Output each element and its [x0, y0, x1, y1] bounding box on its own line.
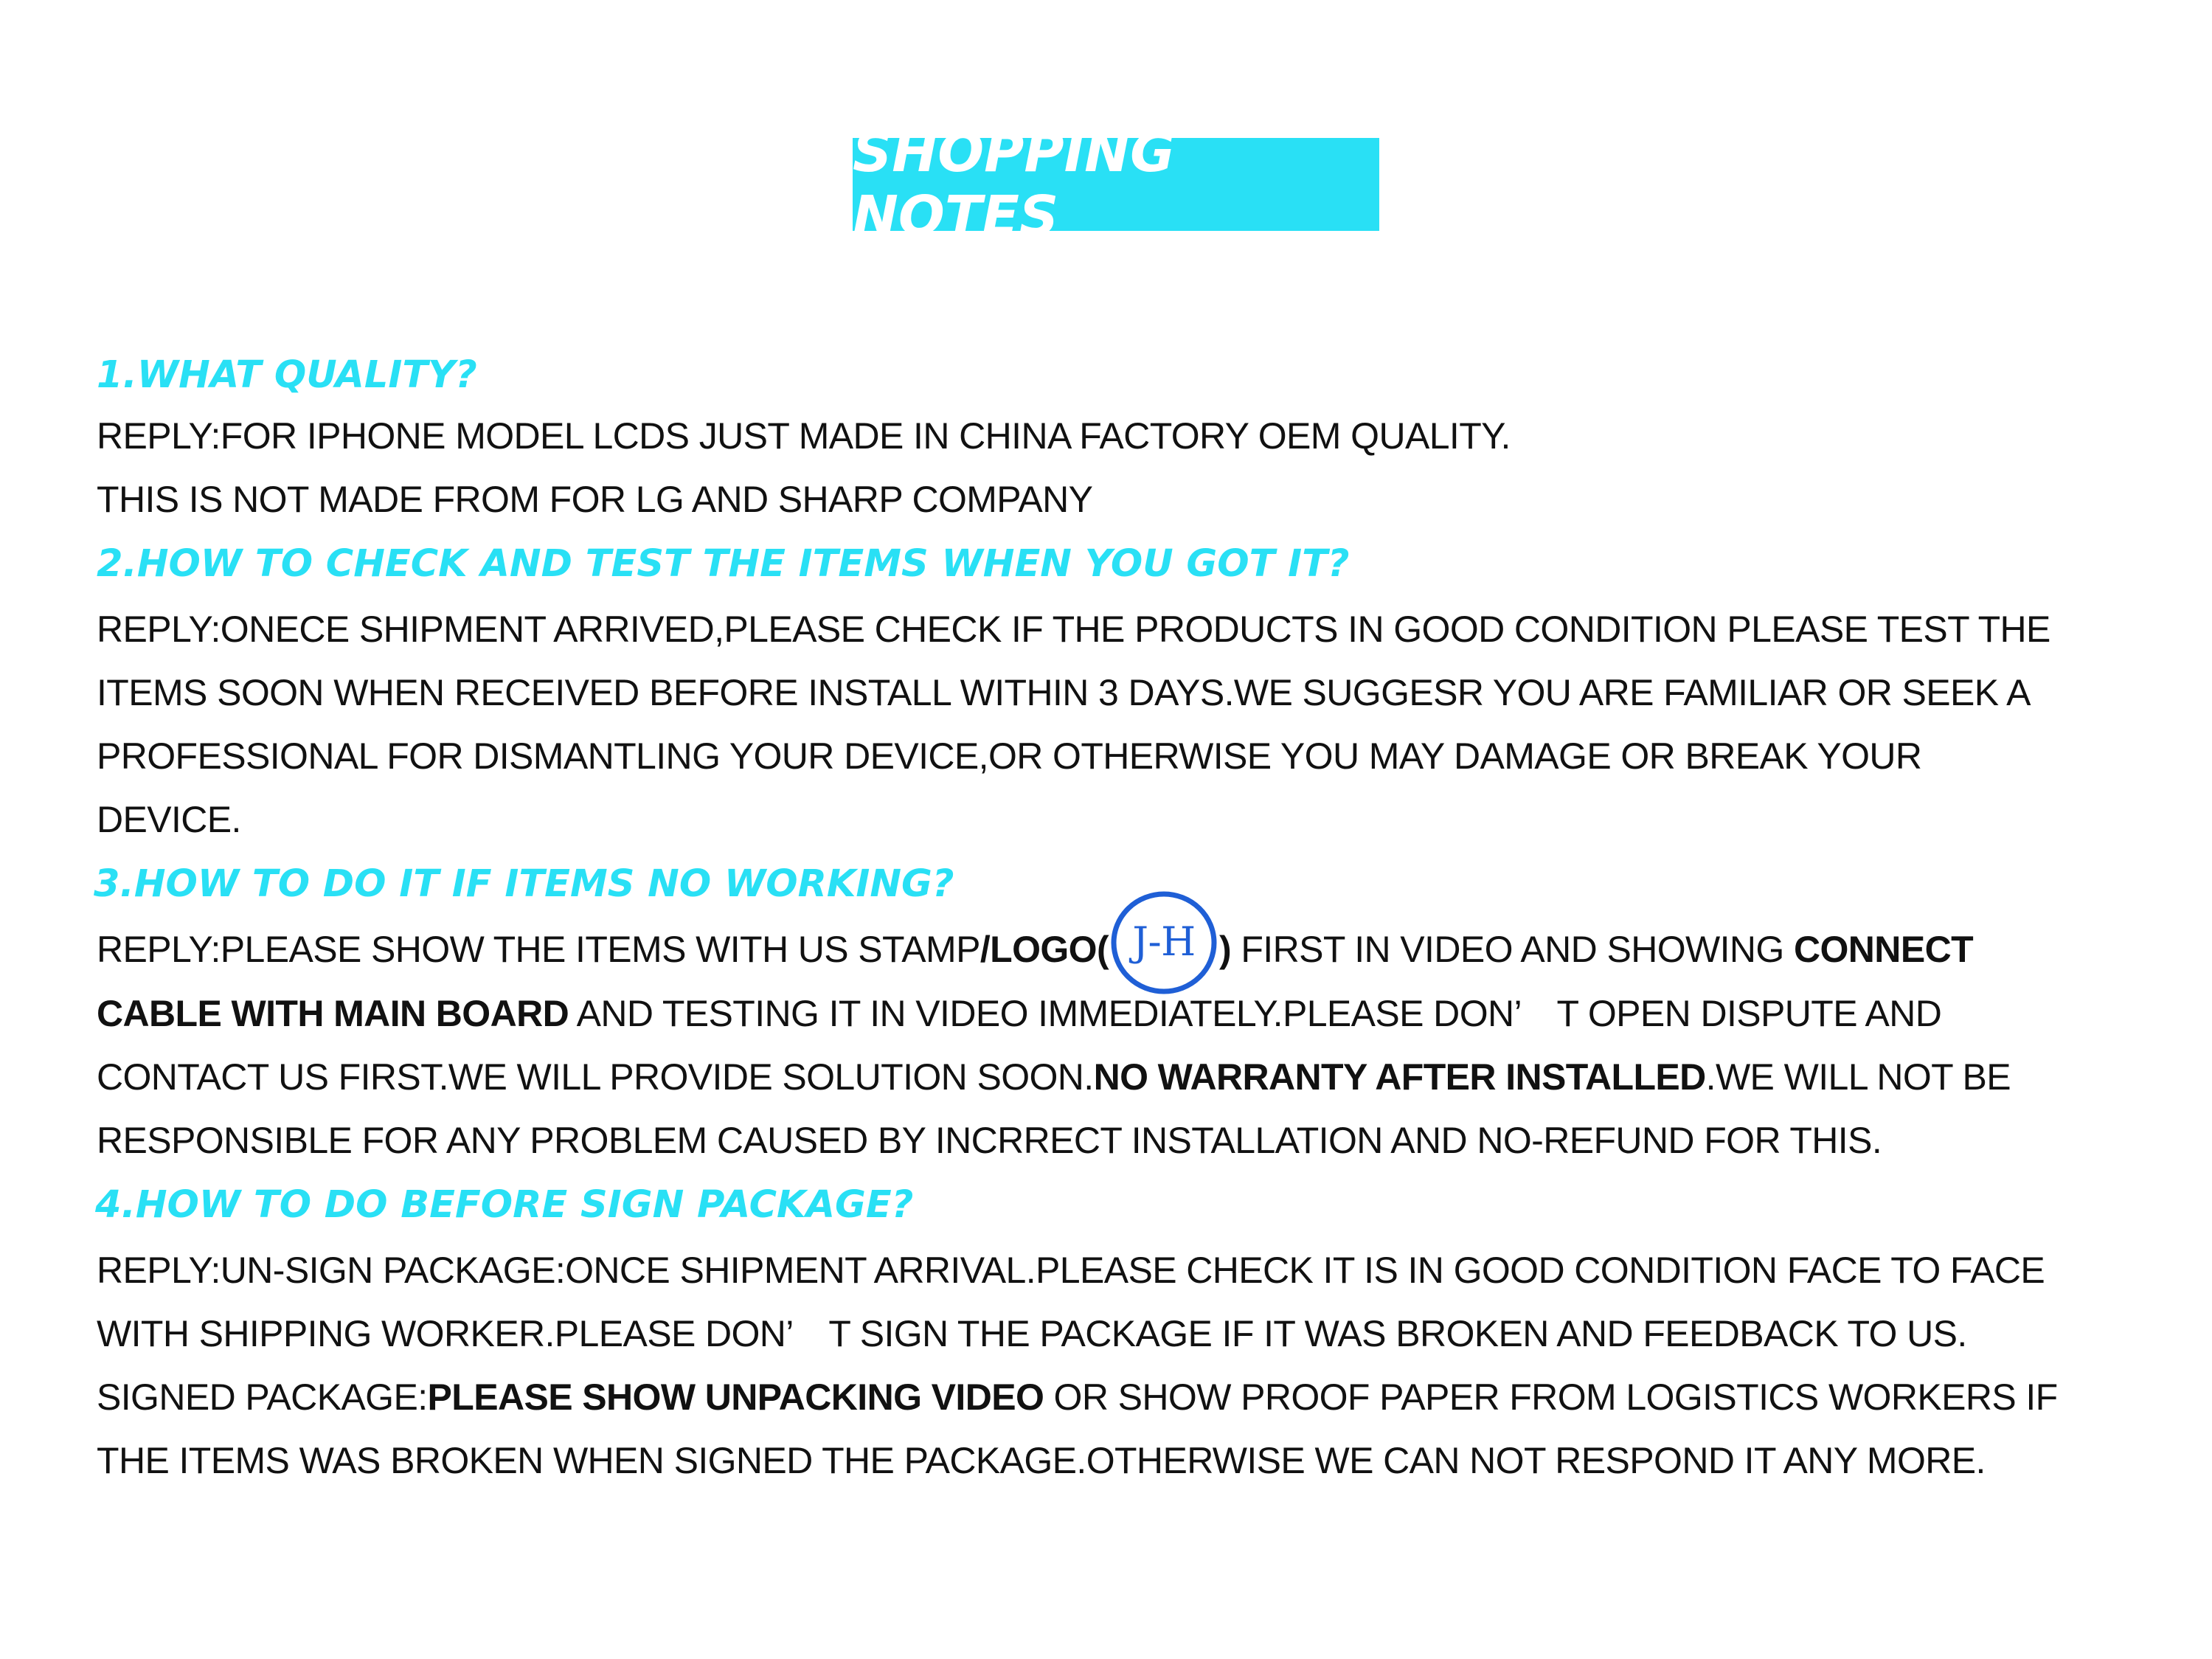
- question-heading: 4.HOW TO DO BEFORE SIGN PACKAGE?: [95, 1182, 914, 1227]
- reply-text: SIGNED PACKAGE:: [97, 1376, 428, 1418]
- reply-text: CONTACT US FIRST.WE WILL PROVIDE SOLUTION SOON.: [97, 1056, 1094, 1098]
- stamp-label: J-H: [1132, 918, 1196, 965]
- reply-line: [97, 1045, 2162, 1109]
- reply-line: REPLY:FOR IPHONE MODEL LCDS JUST MADE IN CHINA FACTORY OEM QUALITY.: [97, 415, 1511, 457]
- section-check-and-test: [97, 536, 2162, 851]
- reply-text: AND TESTING IT IN VIDEO IMMEDIATELY.PLEASE DON’ T OPEN DISPUTE AND: [569, 992, 1942, 1034]
- reply-line: REPLY:UN-SIGN PACKAGE:ONCE SHIPMENT ARRIVAL.PLEASE CHECK IT IS IN GOOD CONDITION FACE TO FACE: [97, 1249, 2045, 1291]
- reply-line: THIS IS NOT MADE FROM FOR LG AND SHARP COMPANY: [97, 479, 1093, 520]
- page-title: SHOPPING NOTES: [853, 121, 1175, 248]
- reply-line: THE ITEMS WAS BROKEN WHEN SIGNED THE PACKAGE.OTHERWISE WE CAN NOT RESPOND IT ANY MORE.: [97, 1439, 1986, 1481]
- reply-text: .WE WILL NOT BE: [1705, 1056, 2011, 1098]
- reply-line: [97, 1365, 2162, 1429]
- title-banner: [853, 121, 1379, 248]
- reply-line: RESPONSIBLE FOR ANY PROBLEM CAUSED BY INCRRECT INSTALLATION AND NO-REFUND FOR THIS.: [97, 1119, 1882, 1161]
- section-not-working: [94, 856, 2162, 1172]
- jh-logo-stamp: [1109, 887, 1219, 998]
- reply-bold-text: ): [1219, 929, 1232, 970]
- reply-line: DEVICE.: [97, 799, 241, 840]
- reply-text: REPLY:PLEASE SHOW THE ITEMS WITH US STAMP: [97, 929, 980, 970]
- question-heading: 1.WHAT QUALITY?: [97, 353, 477, 397]
- notes-content: [94, 347, 2162, 1492]
- section-quality: [97, 347, 2162, 531]
- reply-line: ITEMS SOON WHEN RECEIVED BEFORE INSTALL WITHIN 3 DAYS.WE SUGGESR YOU ARE FAMILIAR OR SEEK A: [97, 672, 2031, 713]
- reply-bold-text: /LOGO(: [980, 929, 1109, 970]
- reply-bold-text: NO WARRANTY AFTER INSTALLED: [1093, 1056, 1706, 1098]
- reply-text: OR SHOW PROOF PAPER FROM LOGISTICS WORKERS IF: [1044, 1376, 2058, 1418]
- question-heading: 3.HOW TO DO IT IF ITEMS NO WORKING?: [94, 862, 954, 906]
- reply-bold-text: PLEASE SHOW UNPACKING VIDEO: [427, 1376, 1044, 1418]
- section-sign-package: [97, 1177, 2162, 1492]
- reply-bold-text: CONNECT: [1794, 929, 1974, 970]
- reply-text: FIRST IN VIDEO AND SHOWING: [1231, 929, 1794, 970]
- reply-line: WITH SHIPPING WORKER.PLEASE DON’ T SIGN THE PACKAGE IF IT WAS BROKEN AND FEEDBACK TO US.: [97, 1312, 1967, 1354]
- reply-bold-text: CABLE WITH MAIN BOARD: [97, 992, 569, 1034]
- question-heading: 2.HOW TO CHECK AND TEST THE ITEMS WHEN YOU GOT IT?: [97, 542, 1350, 586]
- reply-line: REPLY:ONECE SHIPMENT ARRIVED,PLEASE CHECK IF THE PRODUCTS IN GOOD CONDITION PLEASE TEST THE: [97, 609, 2050, 650]
- reply-line: PROFESSIONAL FOR DISMANTLING YOUR DEVICE,OR OTHERWISE YOU MAY DAMAGE OR BREAK YOUR: [97, 735, 1922, 777]
- reply-line: [97, 918, 2162, 982]
